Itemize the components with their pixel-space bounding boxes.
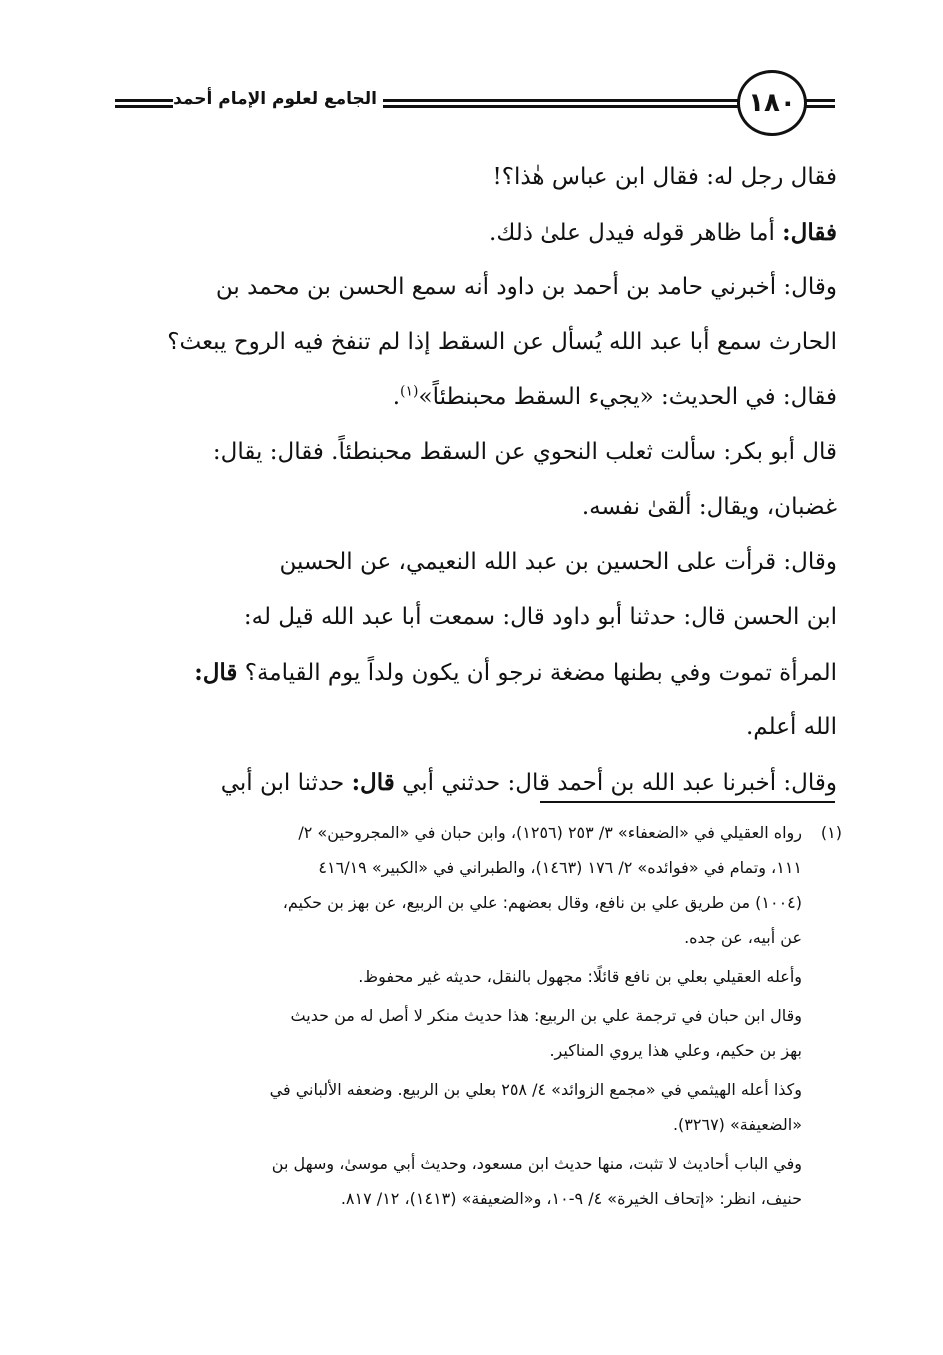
main-text <box>112 150 837 810</box>
footnote-line: بهز بن حكيم، وعلي هذا يروي المناكير. <box>549 1041 802 1060</box>
text-line: فقال: في الحديث: «يجيء السقط محبنطئاً»$^{(١)}$. <box>392 383 837 410</box>
text-line: وقال: أخبرنا عبد الله بن أحمد قال: حدثني أبي قال: حدثنا ابن أبي <box>220 769 837 796</box>
footnote-line: «الضعيفة» (٣٢٦٧). <box>672 1115 802 1134</box>
footnote-line: عن أبيه، عن جده. <box>684 928 802 947</box>
header-rule-left <box>115 99 173 108</box>
footnotes <box>112 815 842 1216</box>
footnote-line: وكذا أعله الهيثمي في «مجمع الزوائد» ٤/ ٢٥٨ بعلي بن الربيع. وضعفه الألباني في <box>269 1080 802 1099</box>
text-line: فقال: أما ظاهر قوله فيدل علىٰ ذلك. <box>489 219 837 246</box>
bold-speaker: قال: <box>194 659 238 686</box>
text-line: فقال رجل له: فقال ابن عباس هٰذا؟! <box>492 164 837 190</box>
footnote-line: (١)رواه العقيلي في «الضعفاء» ٣/ ٢٥٣ (١٢٥٦)، وابن حبان في «المجروحين» ٢/ <box>112 815 842 850</box>
footnote-line: ١١١، وتمام في «فوائده» ٢/ ١٧٦ (١٤٦٣)، والطبراني في «الكبير» ٤١٦/١٩ <box>318 858 802 877</box>
text-line: الحارث سمع أبا عبد الله يُسأل عن السقط إذا لم تنفخ فيه الروح يبعث؟ <box>167 329 837 355</box>
header-rule-middle <box>383 99 745 108</box>
footnote-line: وقال ابن حبان في ترجمة علي بن الربيع: هذا حديث منكر لا أصل له من حديث <box>290 1006 802 1025</box>
text-line: الله أعلم. <box>745 714 837 740</box>
footnote-line: وفي الباب أحاديث لا تثبت، منها حديث ابن مسعود، وحديث أبي موسىٰ، وسهل بن <box>271 1154 802 1173</box>
page-number: ١٨٠ <box>737 70 807 136</box>
footnote-line: (١٠٠٤) من طريق علي بن نافع، وقال بعضهم: علي بن الربيع، عن بهز بن حكيم، <box>282 893 802 912</box>
footnote-reference: (١) <box>400 383 419 400</box>
text-line: وقال: قرأت على الحسين بن عبد الله النعيمي، عن الحسين <box>279 549 837 575</box>
footnote-line: حنيف، انظر: «إتحاف الخيرة» ٤/ ٩-١٠، و«الضعيفة» (١٤١٣)، ١٢/ ٨١٧. <box>340 1189 802 1208</box>
running-header <box>115 70 845 140</box>
book-title: الجامع لعلوم الإمام أحمد <box>173 89 377 109</box>
text-line: وقال: أخبرني حامد بن أحمد بن داود أنه سمع الحسن بن محمد بن <box>215 274 837 300</box>
text-line: قال أبو بكر: سألت ثعلب النحوي عن السقط محبنطئاً. فقال: يقال: <box>212 439 837 465</box>
footnote-marker: (١) <box>820 823 842 842</box>
text-line: ابن الحسن قال: حدثنا أبو داود قال: سمعت أبا عبد الله قيل له: <box>243 604 837 630</box>
footnote-separator <box>540 801 835 803</box>
text-line: غضبان، ويقال: ألقىٰ نفسه. <box>581 494 837 520</box>
text-line: المرأة تموت وفي بطنها مضغة نرجو أن يكون ولداً يوم القيامة؟ قال: <box>194 659 837 686</box>
bold-speaker: قال: <box>351 769 395 796</box>
footnote-line: وأعله العقيلي بعلي بن نافع قائلًا: مجهول بالنقل، حديثه غير محفوظ. <box>358 967 802 986</box>
bold-speaker: فقال: <box>782 219 837 246</box>
